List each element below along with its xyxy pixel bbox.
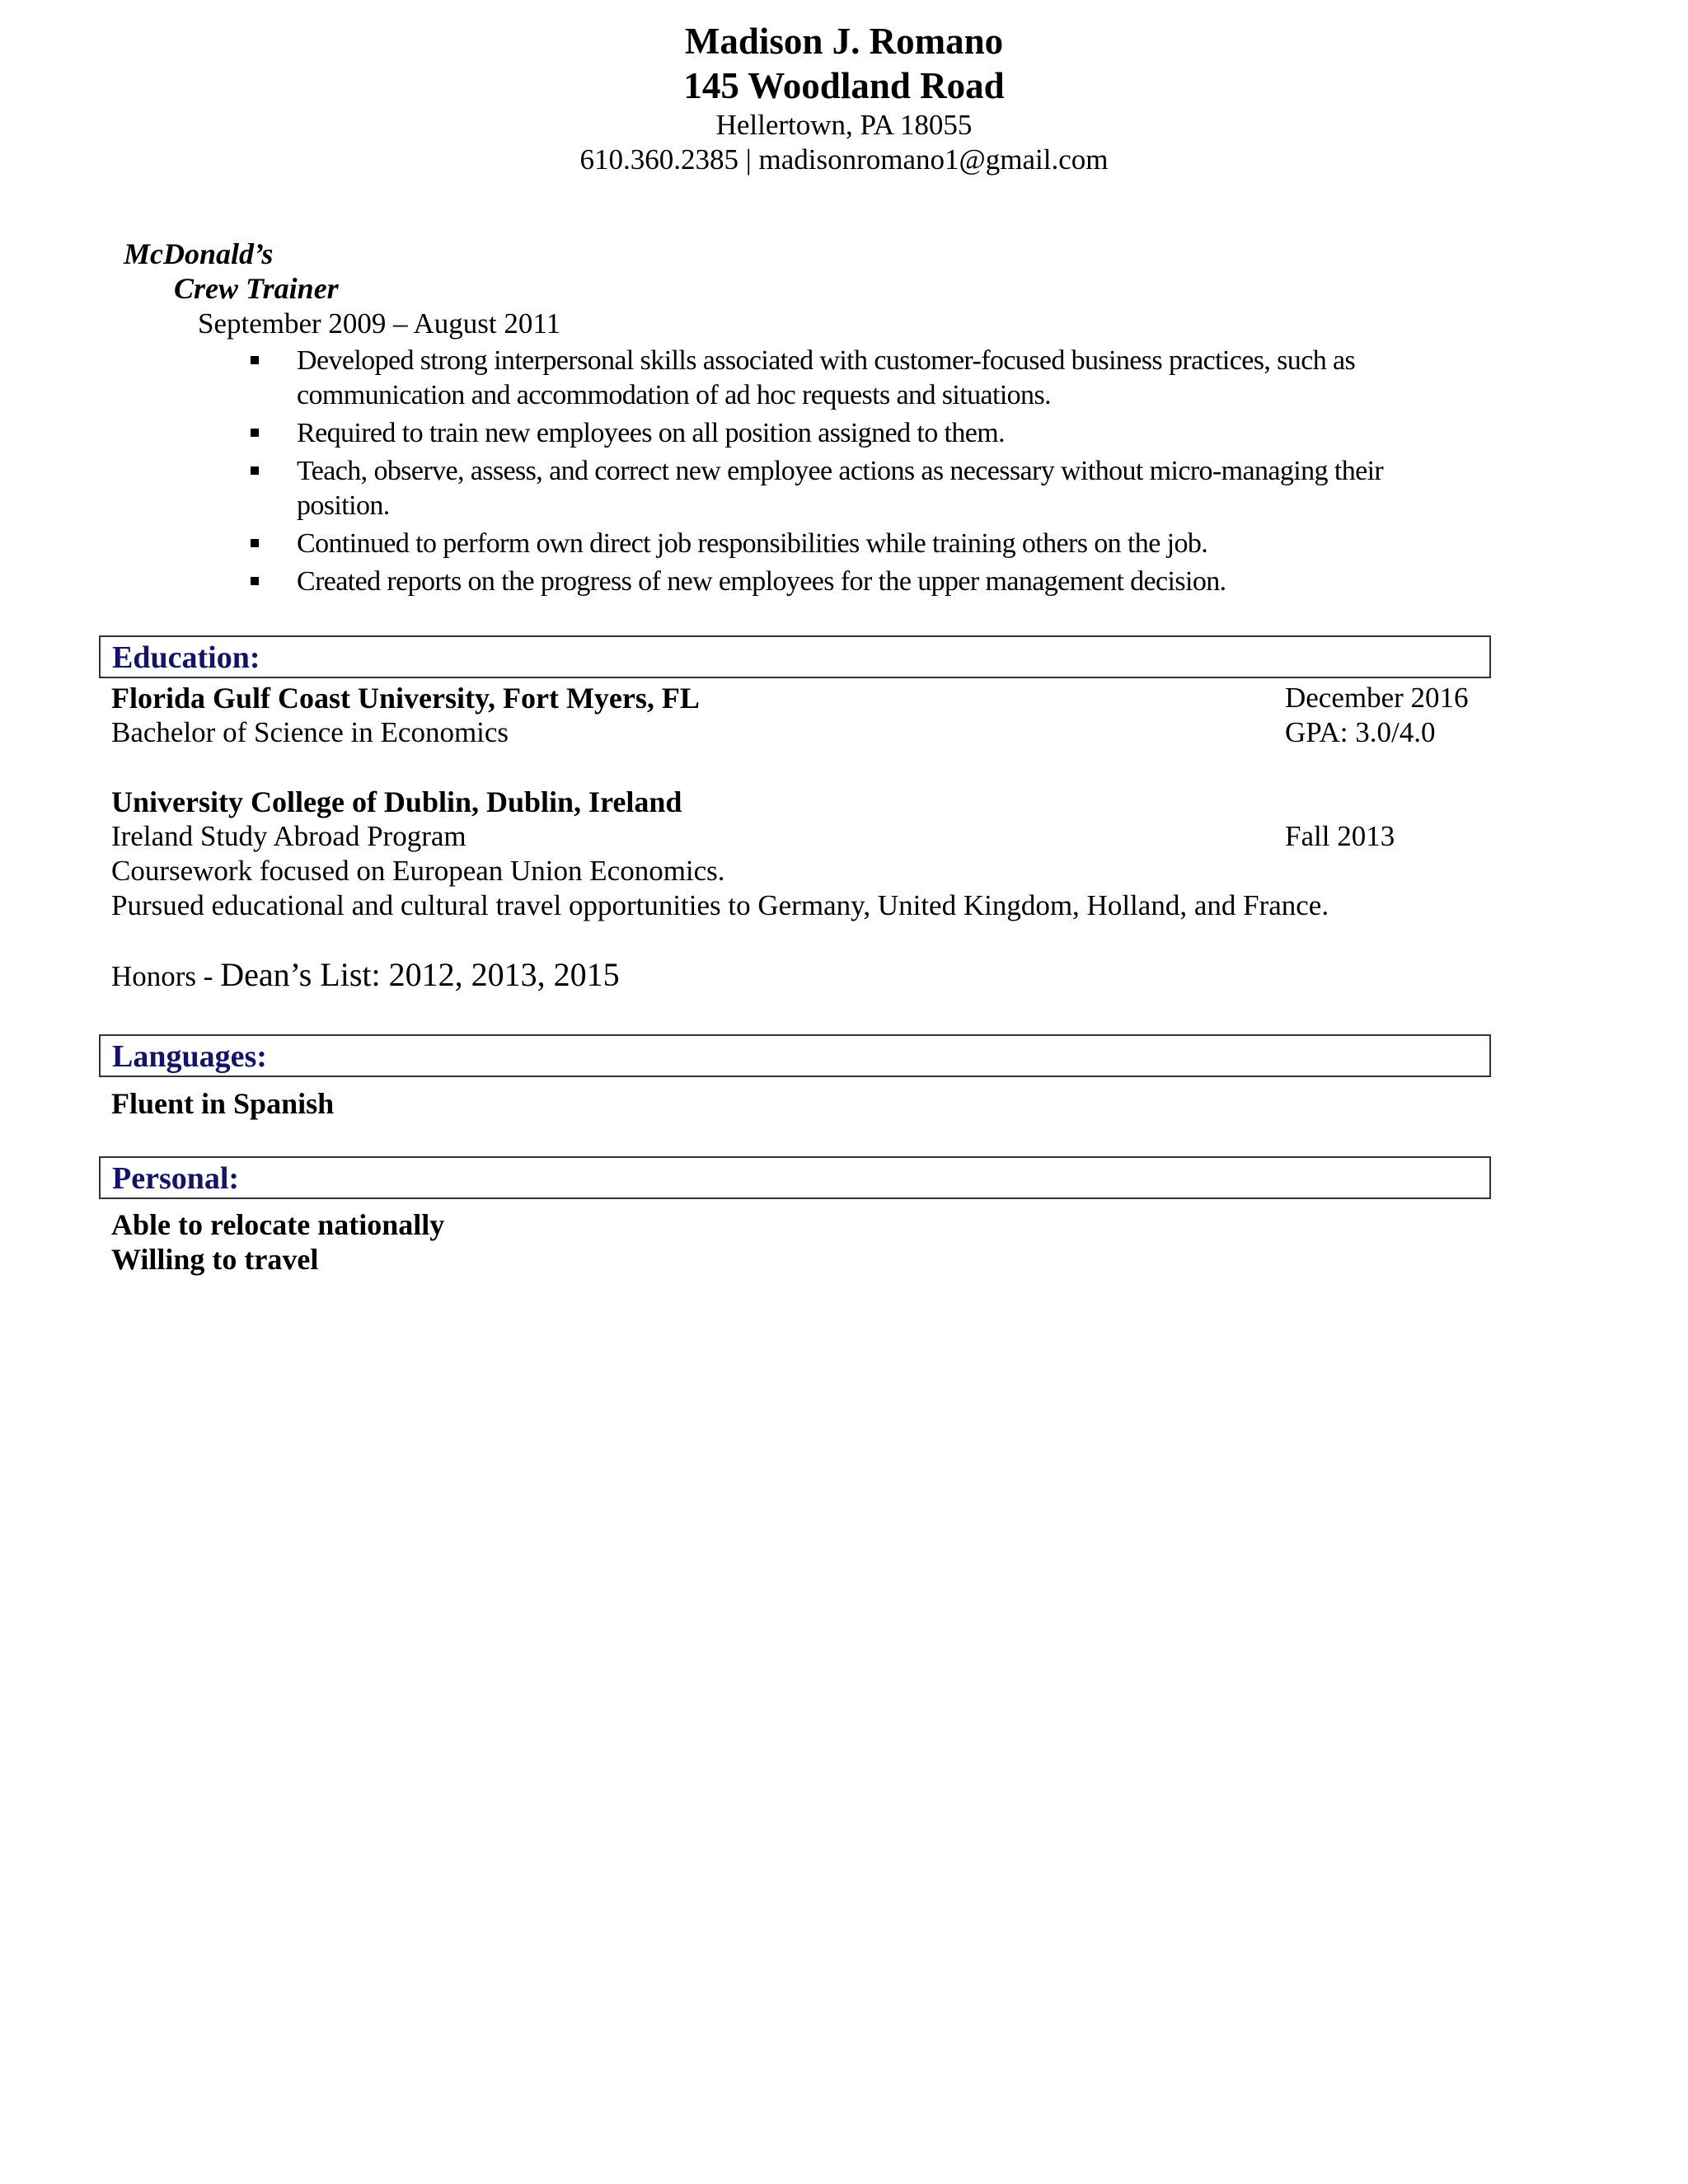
job-bullet	[247, 344, 1467, 413]
personal-heading: Personal:	[112, 1161, 240, 1196]
employer-name: McDonald’s	[124, 237, 274, 270]
square-bullet-icon	[251, 577, 259, 585]
job-bullet	[247, 454, 1467, 523]
job-bullet-text: Teach, observe, assess, and correct new employee actions as necessary without micro-managing their position.	[297, 456, 1384, 521]
school2-coursework: Coursework focused on European Union Economics.	[111, 855, 725, 887]
school1-degree: Bachelor of Science in Economics	[111, 716, 509, 748]
job-bullet-list	[247, 344, 1467, 602]
education-section-header	[99, 635, 1491, 678]
job-bullet-text: Continued to perform own direct job responsibilities while training others on the job.	[297, 528, 1208, 559]
job-bullet-text: Developed strong interpersonal skills associated with customer-focused business practices, such as communication and accommodation of ad hoc requests and situations.	[297, 345, 1356, 410]
square-bullet-icon	[251, 466, 259, 475]
honors-value: Dean’s List: 2012, 2013, 2015	[220, 956, 620, 993]
square-bullet-icon	[251, 356, 259, 364]
personal-item: Willing to travel	[111, 1243, 319, 1276]
job-bullet	[247, 416, 1467, 451]
languages-section-header	[99, 1034, 1491, 1077]
personal-item: Able to relocate nationally	[111, 1208, 445, 1241]
job-bullet	[247, 565, 1467, 599]
contact-info: 610.360.2385 | madisonromano1@gmail.com	[579, 143, 1109, 176]
languages-heading: Languages:	[112, 1039, 267, 1074]
school2-travel: Pursued educational and cultural travel opportunities to Germany, United Kingdom, Holland, and France.	[111, 889, 1329, 921]
school2-date: Fall 2013	[1285, 820, 1395, 852]
job-bullet-text: Created reports on the progress of new employees for the upper management decision.	[297, 566, 1226, 597]
honors-label: Honors -	[111, 960, 221, 992]
candidate-name: Madison J. Romano	[684, 21, 1004, 62]
job-title: Crew Trainer	[174, 272, 339, 305]
honors-line	[111, 956, 620, 1001]
school1-date: December 2016	[1285, 682, 1469, 714]
education-heading: Education:	[112, 640, 260, 675]
school1-gpa: GPA: 3.0/4.0	[1285, 716, 1436, 748]
job-dates: September 2009 – August 2011	[198, 307, 561, 340]
job-bullet	[247, 527, 1467, 561]
language-item: Fluent in Spanish	[111, 1087, 335, 1120]
personal-section-header	[99, 1156, 1491, 1199]
school2-program: Ireland Study Abroad Program	[111, 820, 467, 852]
city-state-zip: Hellertown, PA 18055	[715, 109, 973, 141]
job-bullet-text: Required to train new employees on all position assigned to them.	[297, 418, 1005, 448]
school1-name: Florida Gulf Coast University, Fort Myers, FL	[111, 682, 700, 715]
street-address: 145 Woodland Road	[683, 65, 1005, 106]
square-bullet-icon	[251, 539, 259, 547]
square-bullet-icon	[251, 429, 259, 437]
school2-name: University College of Dublin, Dublin, Ireland	[111, 785, 682, 818]
